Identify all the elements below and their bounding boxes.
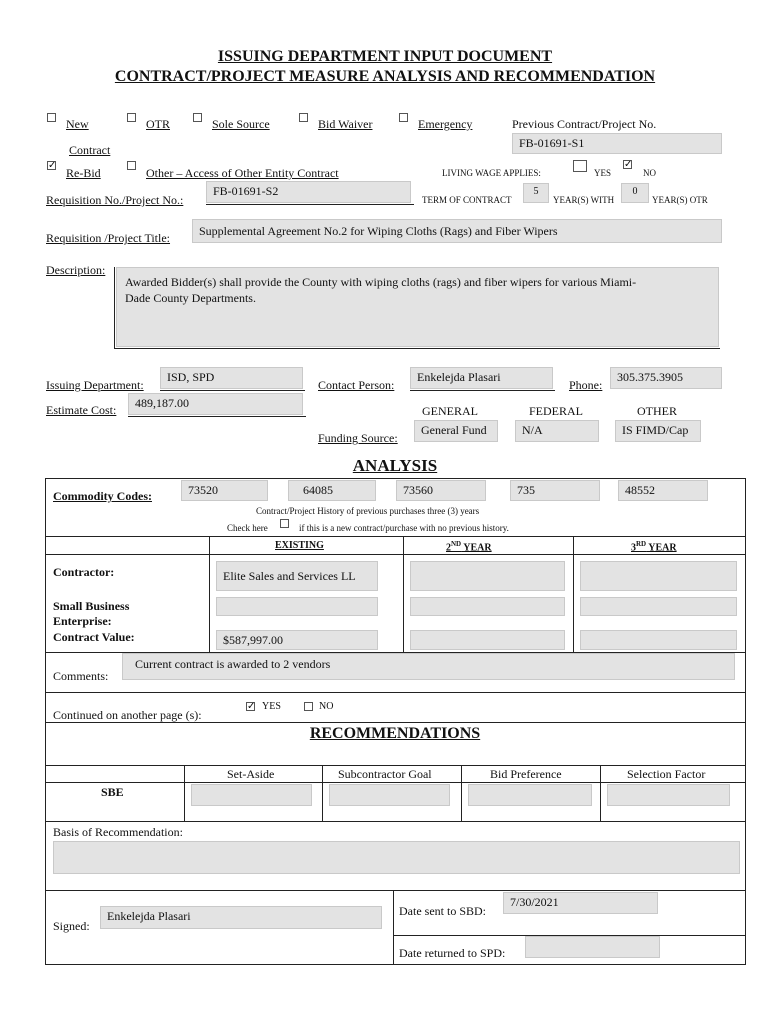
- issuing-dept-field[interactable]: ISD, SPD: [160, 367, 303, 389]
- description-line-1: Awarded Bidder(s) shall provide the County with wiping cloths (rags) and fiber wipers for various Miami-: [125, 275, 637, 289]
- third-year-header: 3RD YEAR: [631, 540, 677, 554]
- document-title: ISSUING DEPARTMENT INPUT DOCUMENT: [217, 48, 553, 65]
- date-sent-label: Date sent to SBD:: [399, 904, 486, 918]
- bid-preference-field[interactable]: [468, 784, 592, 806]
- history-note: Contract/Project History of previous purchases three (3) years: [256, 506, 480, 516]
- second-year-header: 2ND YEAR: [446, 540, 492, 554]
- otr-checkbox[interactable]: [127, 113, 136, 122]
- commodity-code-1[interactable]: 73520: [181, 480, 268, 501]
- term-label: TERM OF CONTRACT: [422, 195, 512, 205]
- sbe-3rd-field[interactable]: [580, 597, 737, 616]
- new-label-contract: Contract: [69, 143, 111, 157]
- continued-no-checkbox[interactable]: [304, 702, 313, 711]
- funding-general-field[interactable]: General Fund: [414, 420, 498, 442]
- continued-label: Continued on another page (s):: [53, 708, 202, 722]
- emergency-checkbox[interactable]: [399, 113, 408, 122]
- selection-factor-header: Selection Factor: [627, 767, 706, 781]
- signed-field[interactable]: Enkelejda Plasari: [100, 906, 382, 929]
- living-wage-yes-label: YES: [594, 168, 612, 178]
- commodity-codes-label: Commodity Codes:: [53, 489, 152, 503]
- funding-federal-header: FEDERAL: [529, 404, 583, 418]
- contact-label: Contact Person:: [318, 378, 395, 392]
- estimate-label: Estimate Cost:: [46, 403, 117, 417]
- basis-field[interactable]: [53, 841, 740, 874]
- new-checkbox[interactable]: [47, 113, 56, 122]
- sbe-row-label: SBE: [101, 785, 124, 799]
- phone-label: Phone:: [569, 378, 603, 392]
- contractor-3rd-field[interactable]: [580, 561, 737, 591]
- set-aside-field[interactable]: [191, 784, 312, 806]
- analysis-title: ANALYSIS: [352, 456, 438, 475]
- check-here-text: if this is a new contract/purchase with no previous history.: [299, 523, 509, 533]
- requisition-no-field[interactable]: FB-01691-S2: [206, 181, 411, 203]
- sole-source-label: Sole Source: [212, 117, 270, 131]
- subcontractor-goal-field[interactable]: [329, 784, 450, 806]
- project-title-field[interactable]: Supplemental Agreement No.2 for Wiping Cloths (Rags) and Fiber Wipers: [192, 219, 722, 243]
- previous-contract-field[interactable]: FB-01691-S1: [512, 133, 722, 154]
- term-years-field[interactable]: 5: [523, 183, 549, 203]
- sbe-2nd-field[interactable]: [410, 597, 565, 616]
- previous-contract-label: Previous Contract/Project No.: [512, 117, 657, 131]
- continued-yes-label: YES: [262, 701, 281, 712]
- comments-label: Comments:: [53, 669, 109, 683]
- commodity-code-3[interactable]: 73560: [396, 480, 486, 501]
- term-otr-field[interactable]: 0: [621, 183, 649, 203]
- rebid-label: Re-Bid: [66, 166, 101, 180]
- description-line-2: Dade County Departments.: [125, 291, 256, 305]
- subcontractor-goal-header: Subcontractor Goal: [338, 767, 432, 781]
- funding-general-header: GENERAL: [422, 404, 478, 418]
- phone-field[interactable]: 305.375.3905: [610, 367, 722, 389]
- commodity-code-4[interactable]: 735: [510, 480, 600, 501]
- rebid-checkbox[interactable]: ✓: [48, 160, 57, 171]
- description-field[interactable]: [116, 267, 719, 347]
- new-label: New: [66, 117, 89, 131]
- sole-source-checkbox[interactable]: [193, 113, 202, 122]
- continued-yes-checkbox[interactable]: ✓: [247, 701, 256, 712]
- bid-waiver-checkbox[interactable]: [299, 113, 308, 122]
- contract-value-label: Contract Value:: [53, 630, 135, 644]
- date-returned-field[interactable]: [525, 936, 660, 958]
- comments-field[interactable]: Current contract is awarded to 2 vendors: [122, 653, 735, 680]
- commodity-code-5[interactable]: 48552: [618, 480, 708, 501]
- bid-preference-header: Bid Preference: [490, 767, 562, 781]
- recommendations-title: RECOMMENDATIONS: [309, 725, 481, 742]
- bid-waiver-label: Bid Waiver: [318, 117, 373, 131]
- living-wage-no-checkbox[interactable]: ✓: [624, 159, 633, 170]
- selection-factor-field[interactable]: [607, 784, 730, 806]
- requisition-no-label: Requisition No./Project No.:: [46, 193, 184, 207]
- contractor-label: Contractor:: [53, 565, 115, 579]
- contract-value-2nd-field[interactable]: [410, 630, 565, 650]
- document-subtitle: CONTRACT/PROJECT MEASURE ANALYSIS AND RECOMMENDATION: [114, 68, 656, 85]
- description-label: Description:: [46, 263, 106, 277]
- sbe-label-line2: Enterprise:: [53, 614, 112, 628]
- funding-other-field[interactable]: IS FIMD/Cap: [615, 420, 701, 442]
- term-otr-label: YEAR(S) OTR: [652, 195, 708, 205]
- issuing-dept-label: Issuing Department:: [46, 378, 144, 392]
- date-returned-label: Date returned to SPD:: [399, 946, 506, 960]
- contractor-2nd-field[interactable]: [410, 561, 565, 591]
- funding-federal-field[interactable]: N/A: [515, 420, 599, 442]
- contact-field[interactable]: Enkelejda Plasari: [410, 367, 553, 389]
- basis-label: Basis of Recommendation:: [53, 825, 183, 839]
- otr-label: OTR: [146, 117, 170, 131]
- funding-source-label: Funding Source:: [318, 431, 398, 445]
- sbe-label-line1: Small Business: [53, 599, 130, 613]
- continued-no-label: NO: [319, 701, 334, 712]
- contractor-existing-field[interactable]: Elite Sales and Services LL: [216, 561, 378, 591]
- other-checkbox[interactable]: [127, 161, 136, 170]
- term-years-label: YEAR(S) WITH: [553, 195, 615, 205]
- existing-header: EXISTING: [275, 540, 324, 551]
- contract-value-3rd-field[interactable]: [580, 630, 737, 650]
- contract-value-existing-field[interactable]: $587,997.00: [216, 630, 378, 650]
- commodity-code-2[interactable]: 64085: [288, 480, 376, 501]
- signed-label: Signed:: [53, 919, 90, 933]
- other-label: Other – Access of Other Entity Contract: [146, 166, 339, 180]
- living-wage-label: LIVING WAGE APPLIES:: [442, 168, 541, 178]
- check-here-label: Check here: [227, 523, 268, 533]
- living-wage-yes-checkbox[interactable]: [573, 160, 587, 172]
- funding-other-header: OTHER: [637, 404, 677, 418]
- new-history-checkbox[interactable]: [280, 519, 289, 528]
- emergency-label: Emergency: [418, 117, 473, 131]
- project-title-label: Requisition /Project Title:: [46, 231, 171, 245]
- date-sent-field[interactable]: 7/30/2021: [503, 892, 658, 914]
- set-aside-header: Set-Aside: [227, 767, 275, 781]
- estimate-field[interactable]: 489,187.00: [128, 393, 303, 415]
- living-wage-no-label: NO: [643, 168, 656, 178]
- sbe-existing-field[interactable]: [216, 597, 378, 616]
